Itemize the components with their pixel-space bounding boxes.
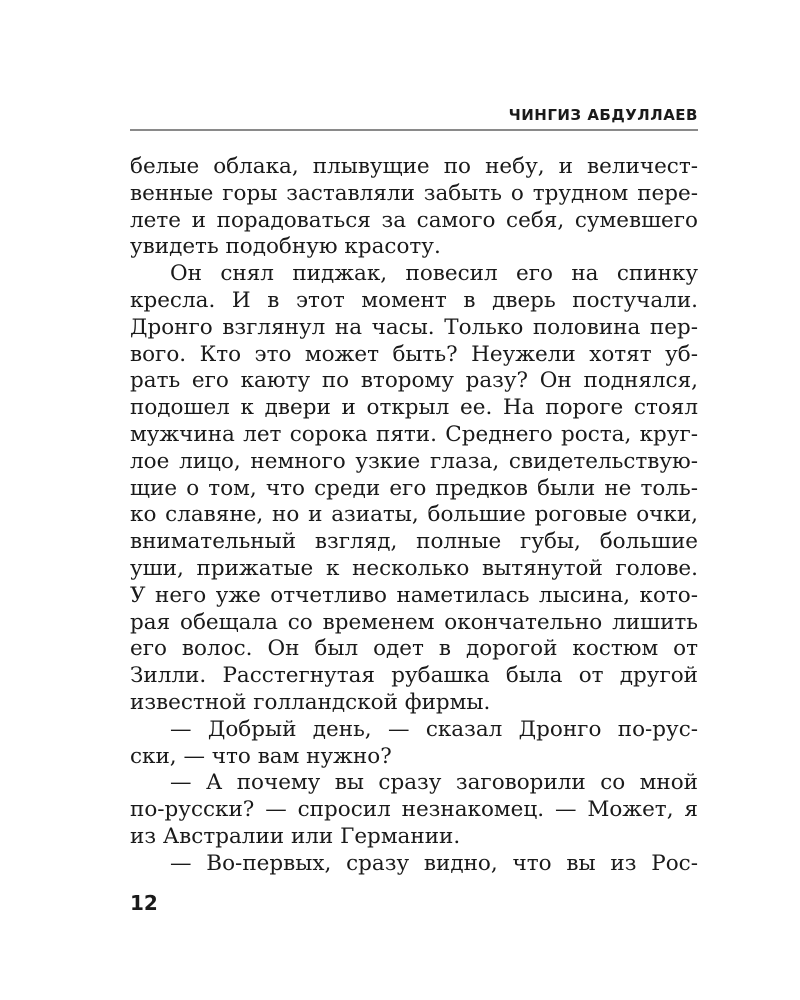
text-line: Дронго взглянул на часы. Только половина пер- [130,314,698,340]
text-line: известной голландской фирмы. [130,689,491,715]
text-line: вого. Кто это может быть? Неужели хотят уб- [130,341,698,367]
text-line: внимательный взгляд, полные губы, большие [130,529,698,555]
body-text [130,154,698,878]
text-line: рать его каюту по второму разу? Он поднялся, [130,368,698,394]
text-line: его волос. Он был одет в дорогой костюм от [130,636,698,662]
text-line: ски, — что вам нужно? [130,743,392,769]
text-line: белые облака, плывущие по небу, и величест- [130,154,698,179]
text-line: Он снял пиджак, повесил его на спинку [170,261,698,287]
text-line: рая обещала со временем окончательно лишить [130,609,698,635]
text-line: ко славяне, но и азиаты, большие роговые очки, [130,502,698,528]
text-line: подошел к двери и открыл ее. На пороге стоял [130,395,698,421]
page-number: 12 [130,891,158,915]
text-line: Зилли. Расстегнутая рубашка была от другой [130,663,698,689]
text-line: увидеть подобную красоту. [130,234,441,260]
text-line: по-русски? — спросил незнакомец. — Может, я [130,797,698,823]
text-line: — Добрый день, — сказал Дронго по-рус- [170,716,698,742]
text-line: мужчина лет сорока пяти. Среднего роста, круг- [130,421,698,447]
header-rule-divider [130,129,698,131]
text-line: из Австралии или Германии. [130,823,461,849]
text-line: — Во-первых, сразу видно, что вы из Рос- [170,850,698,876]
running-head-title: ЧИНГИЗ АБДУЛЛАЕВ [508,106,698,124]
text-line: щие о том, что среди его предков были не толь- [130,475,698,501]
text-line: — А почему вы сразу заговорили со мной [170,770,698,796]
text-line: венные горы заставляли забыть о трудном пере- [130,180,698,206]
text-line: уши, прижатые к несколько вытянутой голове. [130,555,698,581]
text-line: лое лицо, немного узкие глаза, свидетельствую- [130,448,698,474]
text-line: кресла. И в этот момент в дверь постучали. [130,287,698,313]
text-line: У него уже отчетливо наметилась лысина, кото- [130,582,698,608]
text-line: лете и порадоваться за самого себя, сумевшего [130,207,698,233]
